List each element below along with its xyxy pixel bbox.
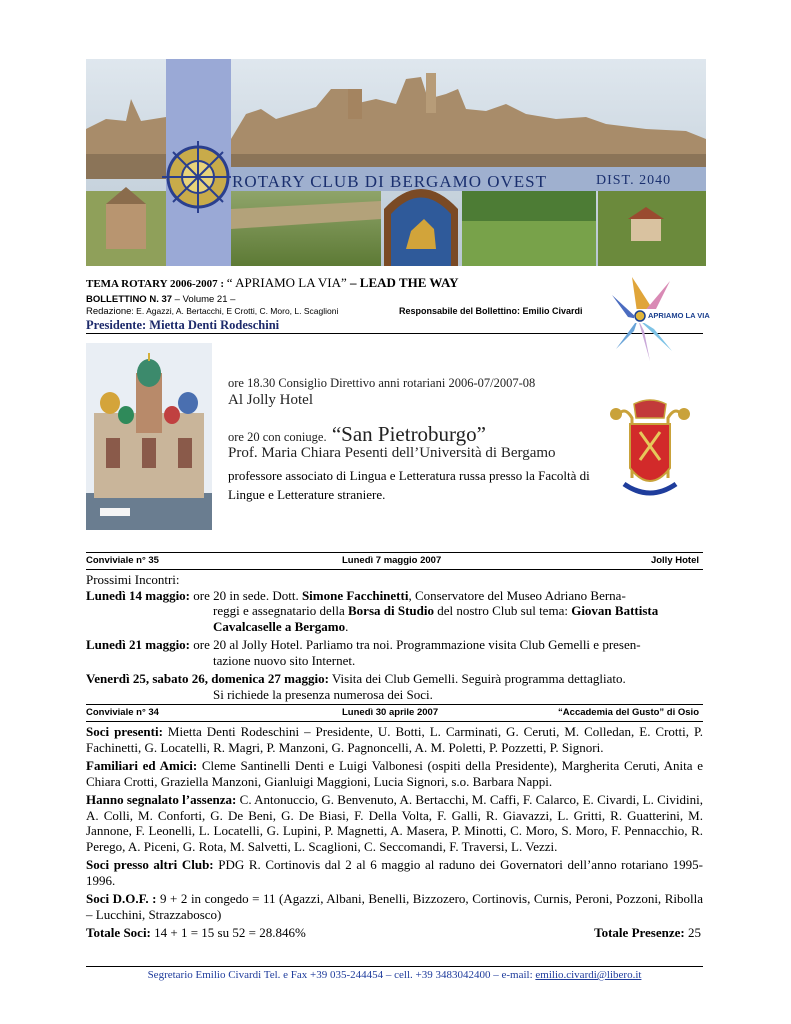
event-14-maggio-cont [86,603,703,619]
event-14-topic: Cavalcaselle a Bergamo [213,618,346,634]
altri-club-text: PDG R. Cortinovis dal 2 al 6 maggio al raduno dei Governatori dell’anno rotariano 1995-1996. [86,857,703,888]
tema-label: TEMA ROTARY 2006-2007 : [86,278,225,290]
city-panorama-image [86,59,706,266]
event-14-maggio-cont2 [86,619,703,635]
footer-email-link[interactable]: emilio.civardi@libero.it [535,969,642,981]
conviviale-34-place: “Accademia del Gusto” di Osio [558,707,699,718]
event-line-consiglio: ore 18.30 Consiglio Direttivo anni rotariani 2006-07/2007-08 [228,376,536,390]
conviviale-35-place: Jolly Hotel [650,555,699,566]
banner-district: DIST. 2040 [596,173,672,188]
event-25-text-cont: Si richiede la presenza numerosa dei Soci. [213,686,433,702]
assenze [86,792,703,854]
conviviale-34-bar [86,707,703,720]
conviviale-35-bar [86,555,703,568]
event-line-title [228,422,486,447]
event-time: ore 20 con coniuge. [228,430,327,444]
dof-label: Soci D.O.F. : [86,891,157,906]
event-25-text: Visita dei Club Gemelli. Seguirà programma dettagliato. [328,671,626,686]
event-14-text: ore 20 in sede. Dott. [190,587,302,603]
event-speaker: Prof. Maria Chiara Pesenti dell’Università di Bergamo [228,445,556,461]
coat-of-arms-icon [604,398,696,506]
event-21-text: ore 20 al Jolly Hotel. Parliamo tra noi. Programmazione visita Club Gemelli e presen- [190,637,641,652]
logo-text: APRIAMO LA VIA [648,311,710,320]
totali [86,925,703,941]
redazione-label: Redazione [86,306,132,317]
familiari-list: Cleme Santinelli Denti e Luigi Valbonesi (ospiti della Presidente), Margherita Ceruti, Anita e Chiara Crotti, Graziella Manzoni, Gianluigi Maggioni, Lucia Signori, s.o. Barbara Nappi. [86,758,704,789]
redazione-line [86,306,338,317]
event-line-location: Al Jolly Hotel [228,392,313,408]
event-14-maggio [86,588,703,604]
event-14-topic: Giovan Battista [571,603,659,618]
divider [86,704,703,705]
footer [86,969,703,981]
divider [86,569,703,570]
event-21-text-cont: tazione nuovo sito Internet. [213,652,356,668]
totale-presenze-label: Totale Presenze: [594,925,685,940]
bollettino-line [86,294,235,305]
soci-presenti-label: Soci presenti: [86,724,163,739]
assenze-list: C. Antonuccio, G. Benvenuto, A. Bertacchi, M. Caffi, F. Calarco, E. Civardi, L. Cividini, A. Colli, M. Conforti, G. De Beni, G. De Biasi, F. Della Volta, F. Galli, R. Giavazzi, L. Gritti, R. Guatterini, M. Jannone, F. Leonelli, L. Locatelli, G. Lupini, P. Magnetti, A. Masera, P. Minotti, C. Moro, S. Moro, F. Pennacchio, R. Perego, A. Piceni, G. Rota, M. Salvetti, L. Scaglioni, C. Seccomandi, F. Traversi, L. Vezzi. [86,792,703,854]
assenze-label: Hanno segnalato l’assenza: [86,792,237,807]
church-photo [86,343,212,530]
prossimi-heading: Prossimi Incontri: [86,572,180,587]
apriamo-la-via-logo [610,275,710,363]
event-14-text: , Conservatore del Museo Adriano Berna- [408,587,626,603]
footer-contacts: Segretario Emilio Civardi Tel. e Fax +39 035-244454 – cell. +39 3483042400 – e-mail: [147,969,536,981]
soci-presenti [86,724,703,755]
totale-presenze-value: 25 [684,925,701,940]
altri-club-label: Soci presso altri Club: [86,857,214,872]
prossimi-incontri [86,572,703,702]
conviviale-35-label: Conviviale n° 35 [86,555,159,566]
bollettino-volume: – Volume 21 – [172,294,236,305]
conviviale-34-label: Conviviale n° 34 [86,707,159,718]
event-14-text: . [345,618,349,634]
conviviale-34-date: Lunedì 30 aprile 2007 [342,707,439,718]
soci-altri-club [86,857,703,888]
event-25-maggio [86,671,703,687]
event-14-speaker: Simone Facchinetti [301,587,409,603]
st-petersburg-coat-of-arms [604,398,696,506]
familiari-label: Familiari ed Amici: [86,758,198,773]
totale-soci-label: Totale Soci: [86,925,151,940]
event-25-days: Venerdì 25, sabato 26, domenica 27 maggio: [86,671,329,686]
totale-soci-value: 14 + 1 = 15 su 52 = 28.846% [150,925,306,940]
event-speaker-description: professore associato di Lingua e Letteratura russa presso la Facoltà di Lingue e Letterature straniere. [228,468,590,502]
familiari-amici [86,758,703,789]
totale-presenze [594,925,701,941]
conviviale-35-date: Lunedì 7 maggio 2007 [342,555,442,566]
divider [86,721,703,722]
event-14-text: reggi e assegnatario della [213,603,348,618]
banner-title: ROTARY CLUB DI BERGAMO OVEST [232,172,548,191]
totale-soci [86,925,306,941]
event-21-maggio [86,637,703,653]
presidente: Presidente: Mietta Denti Rodeschini [86,318,280,332]
tema-sub: – LEAD THE WAY [346,275,459,290]
soci-presenti-list: Mietta Denti Rodeschini – Presidente, U. Botti, L. Carminati, G. Ceruti, M. Colledan, E. Crotti, P. Fachinetti, G. Locatelli, R. Magri, P. Manzoni, G. Pagnoncelli, A. M. Poletti, P. Pozzetti, P. Signori. [86,724,703,755]
event-14-borsa: Borsa di Studio [348,603,434,618]
church-image [86,343,212,530]
soci-dof [86,891,703,922]
bollettino-number: BOLLETTINO N. 37 [86,294,173,305]
dof-text: 9 + 2 in congedo = 11 (Agazzi, Albani, Benelli, Bizzozero, Cortinovis, Curnis, Peroni, Pozzoni, Ribolla – Lucchini, Strazzabosco) [86,891,703,922]
redazione-names: : E. Agazzi, A. Bertacchi, E Crotti, C. Moro, L. Scaglioni [131,306,339,316]
tema-quote: “ APRIAMO LA VIA” [226,275,347,290]
footer-divider [86,966,703,967]
event-14-text: del nostro Club sul tema: [433,603,572,618]
event-21-day: Lunedì 21 maggio: [86,637,191,652]
event-title: “San Pietroburgo” [326,422,486,446]
tema-rotary [86,275,459,291]
divider [86,552,703,553]
header-banner [86,59,706,266]
presenze-section [86,724,703,941]
event-14-day: Lunedì 14 maggio: [86,587,191,603]
responsabile-bollettino: Responsabile del Bollettino: Emilio Civardi [399,306,583,316]
